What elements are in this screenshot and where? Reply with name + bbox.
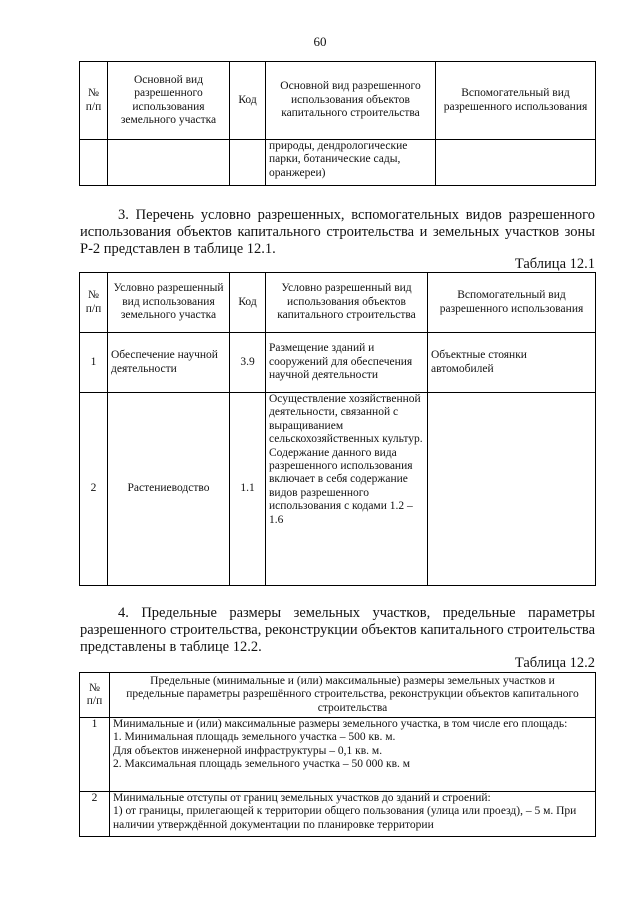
header-land-use: Условно разрешенный вид использования земельного участка: [108, 273, 230, 333]
table-12-1: [79, 272, 596, 586]
cell-num: 2: [80, 792, 110, 837]
table-row: [80, 333, 596, 393]
cell-num: 1: [80, 333, 108, 393]
cell-num: 2: [80, 393, 108, 586]
header-auxiliary: Вспомогательный вид разрешенного использования: [428, 273, 596, 333]
cell-construction: Осуществление хозяйственной деятельности, связанной с выращиванием сельскохозяйственных культур. Содержание данного вида разрешенного использования включает в себя содержание видов разрешенного использования с кодами 1.2 – 1.6: [266, 393, 428, 586]
header-land-use: Основной вид разрешенного использования земельного участка: [108, 62, 230, 140]
cell-auxiliary: [428, 393, 596, 586]
cell-parameters: [110, 718, 596, 792]
parameter-line: Для объектов инженерной инфраструктуры – 0,1 кв. м.: [113, 744, 383, 757]
table-12-2: [79, 672, 596, 837]
parameter-line: 1. Минимальная площадь земельного участка – 500 кв. м.: [113, 731, 396, 744]
cell-auxiliary: [436, 140, 596, 186]
paragraph-3: 3. Перечень условно разрешенных, вспомогательных видов разрешенного использования объектов капитального строительства и земельных участков зоны Р-2 представлен в таблице 12.1.: [80, 207, 595, 258]
cell-num: [80, 140, 108, 186]
parameter-line: Минимальные отступы от границ земельных участков до зданий и строений:: [113, 792, 491, 804]
cell-parameters: [110, 792, 596, 837]
paragraph-4: 4. Предельные размеры земельных участков, предельные параметры разрешенного строительства, реконструкции объектов капитального строительства представлены в таблице 12.2.: [80, 605, 595, 656]
cell-auxiliary: Объектные стоянки автомобилей: [428, 333, 596, 393]
cell-construction: Размещение зданий и сооружений для обеспечения научной деятельности: [266, 333, 428, 393]
cell-code: 3.9: [230, 333, 266, 393]
parameter-line: 2. Максимальная площадь земельного участка – 50 000 кв. м: [113, 758, 411, 771]
cell-construction: природы, дендрологические парки, ботанические сады, оранжереи): [266, 140, 436, 186]
page-number: 60: [313, 34, 327, 49]
table-row: [80, 718, 596, 792]
table-row: [80, 140, 596, 186]
table-header-row: [80, 673, 596, 718]
header-num: № п/п: [80, 273, 108, 333]
table-12-1-caption: Таблица 12.1: [514, 256, 595, 272]
table-previous-continued: [79, 61, 596, 186]
cell-land-use: Обеспечение научной деятельности: [108, 333, 230, 393]
cell-code: 1.1: [230, 393, 266, 586]
header-parameters: Предельные (минимальные и (или) максимальные) размеры земельных участков и предельные параметры разрешённого строительства, реконструкции объектов капитального строительства: [110, 673, 596, 718]
header-num: № п/п: [80, 62, 108, 140]
table-row: [80, 393, 596, 586]
header-auxiliary: Вспомогательный вид разрешенного использования: [436, 62, 596, 140]
cell-land-use: Растениеводство: [108, 393, 230, 586]
cell-code: [230, 140, 266, 186]
parameter-line: Минимальные и (или) максимальные размеры земельного участка, в том числе его площадь:: [113, 718, 568, 730]
table-12-2-caption: Таблица 12.2: [514, 655, 595, 671]
header-construction: Условно разрешенный вид использования объектов капитального строительства: [266, 273, 428, 333]
cell-num: 1: [80, 718, 110, 792]
header-num: № п/п: [80, 673, 110, 718]
header-construction: Основной вид разрешенного использования объектов капитального строительства: [266, 62, 436, 140]
header-code: Код: [230, 273, 266, 333]
header-code: Код: [230, 62, 266, 140]
table-header-row: [80, 273, 596, 333]
table-header-row: [80, 62, 596, 140]
table-row: [80, 792, 596, 837]
cell-land-use: [108, 140, 230, 186]
parameter-line: 1) от границы, прилегающей к территории общего пользования (улица или проезд), – 5 м. При наличии утверждённой документации по планировке территории: [113, 805, 577, 831]
